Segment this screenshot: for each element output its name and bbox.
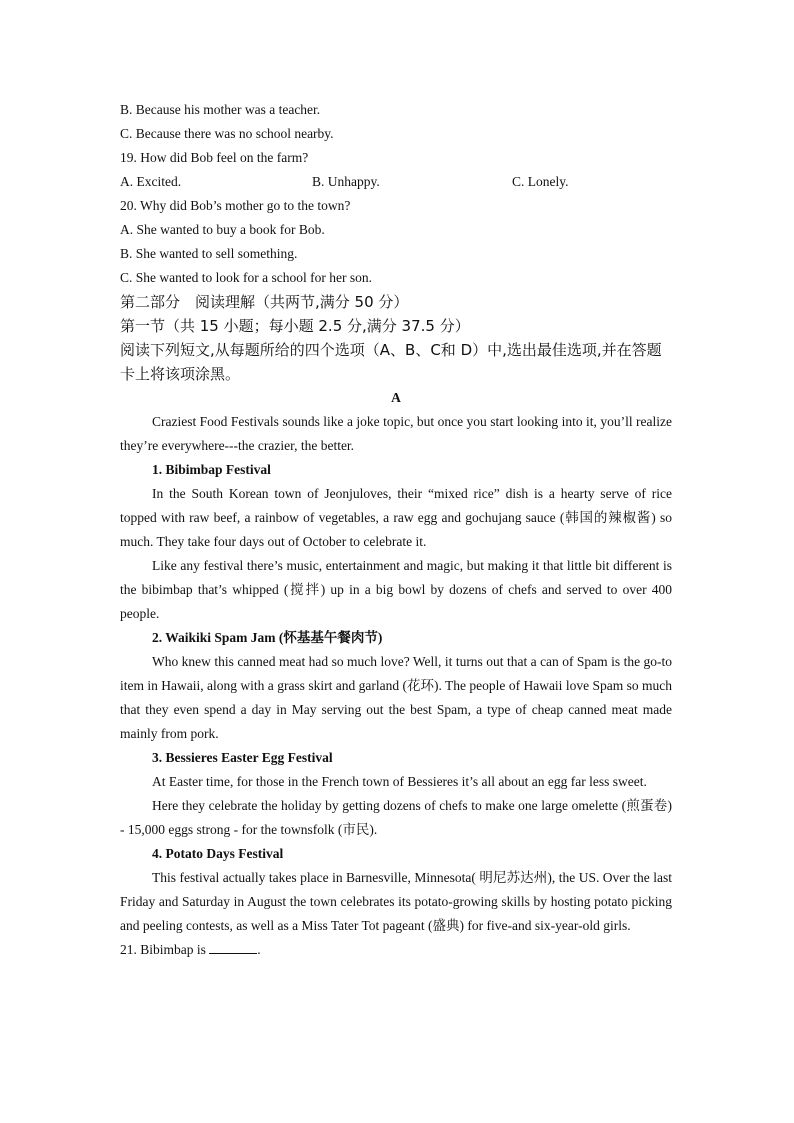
q19-options: [120, 170, 672, 194]
q18-option-c: C. Because there was no school nearby.: [120, 126, 334, 141]
document-page: [120, 98, 672, 962]
passage-intro: Craziest Food Festivals sounds like a joke topic, but once you start looking into it, you’ll realize they’re everywhere---the crazier, the better.: [120, 414, 672, 453]
q19-option-b: B. Unhappy.: [312, 174, 380, 189]
festival-heading-1: 1. Bibimbap Festival: [152, 462, 271, 477]
festival-3-paragraph-2: Here they celebrate the holiday by getting dozens of chefs to make one large omelette (煎蛋卷) - 15,000 eggs strong - for the townsfolk (市民).: [120, 798, 672, 837]
festival-heading-4: 4. Potato Days Festival: [152, 846, 284, 861]
q20-option-c: C. She wanted to look for a school for her son.: [120, 270, 372, 285]
festival-2-paragraph-1: Who knew this canned meat had so much love? Well, it turns out that a can of Spam is the go-to item in Hawaii, along with a grass skirt and garland (花环). The people of Hawaii love Spam so much that they even spend a day in May serving out the best Spam, a type of cheap canned meat made mainly from pork.: [120, 654, 672, 741]
q18-option-b: B. Because his mother was a teacher.: [120, 102, 321, 117]
instructions: 阅读下列短文,从每题所给的四个选项（A、B、C和 D）中,选出最佳选项,并在答题卡上将该项涂黑。: [120, 341, 662, 383]
passage-label: A: [391, 390, 401, 405]
q21-period: .: [257, 942, 261, 957]
answer-blank: [209, 939, 257, 954]
q20-stem: 20. Why did Bob’s mother go to the town?: [120, 198, 351, 213]
festival-1-paragraph-1: In the South Korean town of Jeonjuloves, their “mixed rice” dish is a hearty serve of rice topped with raw beef, a rainbow of vegetables, a raw egg and gochujang sauce (韩国的辣椒酱) so much. They take four days out of October to celebrate it.: [120, 486, 672, 549]
part-title: 第二部分 阅读理解（共两节,满分 50 分）: [120, 293, 409, 311]
subsection-title: 第一节（共 15 小题；每小题 2.5 分,满分 37.5 分）: [120, 317, 470, 335]
festival-1-paragraph-2: Like any festival there’s music, entertainment and magic, but making it that little bit different is the bibimbap that’s whipped (搅拌) up in a big bowl by dozens of chefs and served to over 400 people.: [120, 558, 672, 621]
q21-stem: 21. Bibimbap is: [120, 942, 210, 957]
q20-option-a: A. She wanted to buy a book for Bob.: [120, 222, 325, 237]
q19-option-a: A. Excited.: [120, 174, 182, 189]
q19-option-c: C. Lonely.: [512, 174, 569, 189]
festival-3-paragraph-1: At Easter time, for those in the French town of Bessieres it’s all about an egg far less sweet.: [152, 774, 647, 789]
festival-heading-3: 3. Bessieres Easter Egg Festival: [152, 750, 333, 765]
festival-heading-2: 2. Waikiki Spam Jam (怀基基午餐肉节): [152, 630, 383, 645]
q21-line: [120, 938, 672, 962]
festival-4-paragraph-1: This festival actually takes place in Barnesville, Minnesota( 明尼苏达州), the US. Over the last Friday and Saturday in August the town celebrates its potato-growing skills by hosting potato picking and peeling contests, as well as a Miss Tater Tot pageant (盛典) for five-and six-year-old girls.: [120, 870, 672, 933]
q19-stem: 19. How did Bob feel on the farm?: [120, 150, 309, 165]
q20-option-b: B. She wanted to sell something.: [120, 246, 298, 261]
